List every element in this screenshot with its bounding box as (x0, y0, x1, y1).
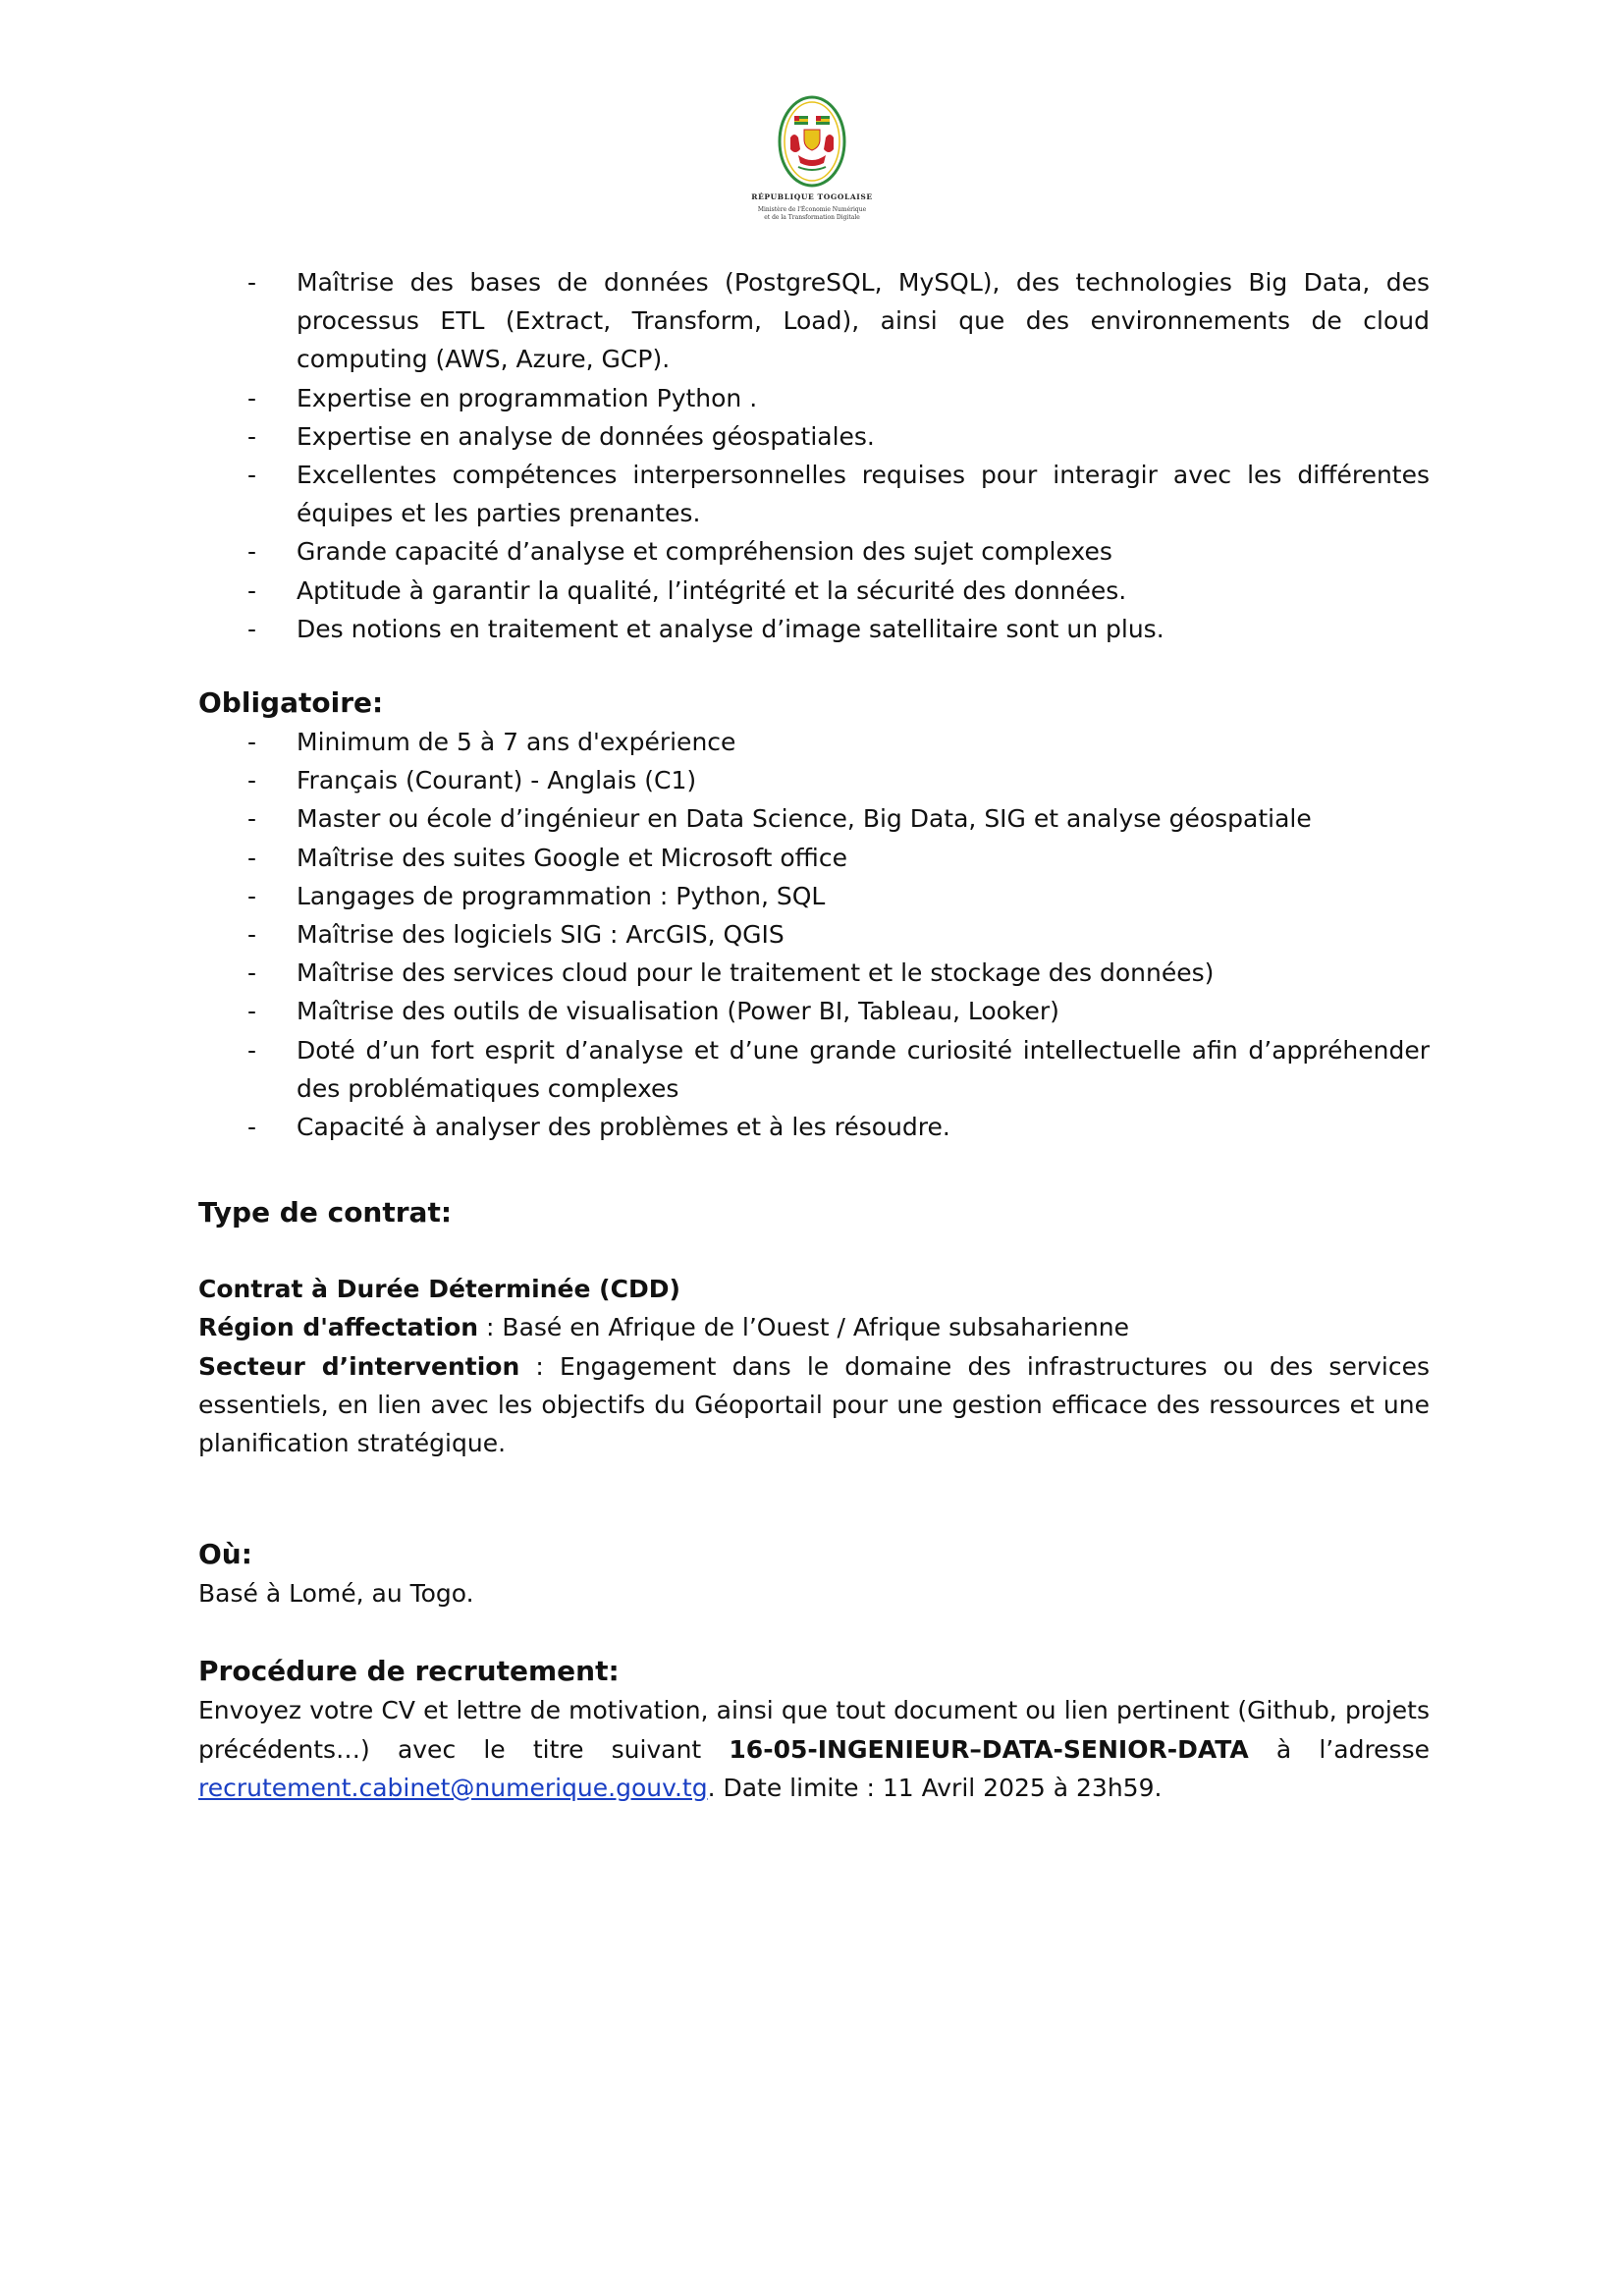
job-reference: 16-05-INGENIEUR–DATA-SENIOR-DATA (729, 1734, 1249, 1764)
section-title-obligatoire: Obligatoire: (198, 686, 384, 720)
list-item: - Maîtrise des logiciels SIG : ArcGIS, QGIS (198, 915, 1430, 954)
procedure-text-before: Envoyez votre CV et lettre de motivation, ainsi que tout document ou lien pertinent (Github, projets précédents…) avec le titre suivant (198, 1696, 1430, 1764)
list-item: - Expertise en analyse de données géospatiales. (198, 417, 1430, 456)
email-link[interactable]: recrutement.cabinet@numerique.gouv.tg (198, 1773, 708, 1802)
country-name: RÉPUBLIQUE TOGOLAISE (751, 192, 873, 201)
region-line (198, 1308, 1430, 1346)
region-label: Région d'affectation (198, 1313, 479, 1342)
list-item: - Maîtrise des services cloud pour le traitement et le stockage des données) (198, 954, 1430, 992)
procedure-text-after: . Date limite : 11 Avril 2025 à 23h59. (707, 1773, 1163, 1802)
list-item: - Grande capacité d’analyse et compréhension des sujet complexes (198, 532, 1430, 571)
ministry-name (0, 206, 1624, 222)
procedure-text-middle: à l’adresse (1248, 1734, 1430, 1764)
list-item: - Français (Courant) - Anglais (C1) (198, 761, 1430, 799)
list-item: - Maîtrise des suites Google et Microsoft office (198, 839, 1430, 877)
contract-type: Contrat à Durée Déterminée (CDD) (198, 1275, 680, 1304)
list-item: - Doté d’un fort esprit d’analyse et d’une grande curiosité intellectuelle afin d’appréhender des problématiques complexes (198, 1031, 1430, 1108)
secteur-value: : Engagement dans le domaine des infrastructures ou des services essentiels, en lien avec les objectifs du Géoportail pour une gestion efficace des ressources et une planification stratégique. (198, 1351, 1430, 1458)
procedure-paragraph (198, 1691, 1430, 1807)
list-item: - Master ou école d’ingénieur en Data Science, Big Data, SIG et analyse géospatiale (198, 799, 1430, 838)
list-item: - Des notions en traitement et analyse d’image satellitaire sont un plus. (198, 610, 1430, 648)
ministry-line-2: et de la Transformation Digitale (764, 214, 860, 221)
skills-list (198, 263, 1430, 648)
location-text: Basé à Lomé, au Togo. (198, 1579, 474, 1609)
section-title-contrat: Type de contrat: (198, 1196, 453, 1230)
coat-of-arms-icon (777, 94, 847, 189)
list-item: - Excellentes compétences interpersonnelles requises pour interagir avec les différentes équipes et les parties prenantes. (198, 456, 1430, 532)
list-item: - Expertise en programmation Python . (198, 379, 1430, 417)
requirements-list (198, 723, 1430, 1146)
list-item: - Aptitude à garantir la qualité, l’intégrité et la sécurité des données. (198, 572, 1430, 610)
section-title-ou: Où: (198, 1538, 252, 1571)
secteur-label: Secteur d’intervention (198, 1351, 520, 1381)
list-item: - Langages de programmation : Python, SQL (198, 877, 1430, 915)
section-title-procedure: Procédure de recrutement: (198, 1655, 620, 1688)
document-body (198, 263, 1430, 1807)
ministry-line-1: Ministère de l'Économie Numérique (757, 206, 867, 213)
list-item: - Capacité à analyser des problèmes et à les résoudre. (198, 1108, 1430, 1146)
letterhead (0, 94, 1624, 222)
list-item: - Maîtrise des outils de visualisation (Power BI, Tableau, Looker) (198, 992, 1430, 1030)
list-item: - Minimum de 5 à 7 ans d'expérience (198, 723, 1430, 761)
region-value: : Basé en Afrique de l’Ouest / Afrique subsaharienne (478, 1313, 1130, 1342)
secteur-paragraph (198, 1347, 1430, 1463)
list-item: - Maîtrise des bases de données (PostgreSQL, MySQL), des technologies Big Data, des processus ETL (Extract, Transform, Load), ainsi que des environnements de cloud computing (AWS, Azure, GCP). (198, 263, 1430, 379)
